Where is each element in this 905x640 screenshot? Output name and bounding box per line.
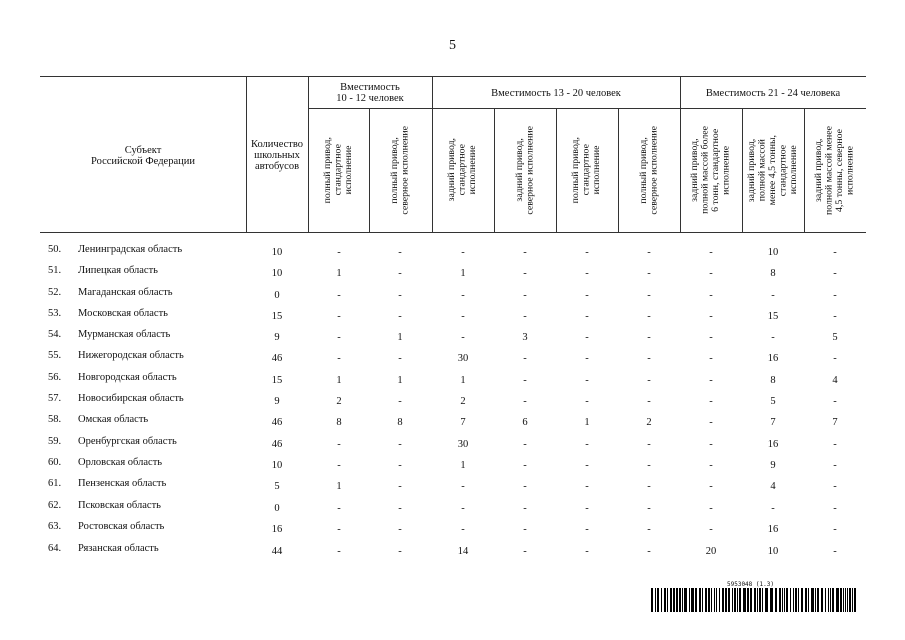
value-cell: 1 (460, 460, 466, 471)
barcode-bar (801, 588, 803, 612)
value-cell: - (398, 268, 402, 279)
region-name: Липецкая область (78, 265, 158, 276)
value-cell: - (833, 546, 837, 557)
value-cell: 1 (584, 417, 590, 428)
barcode-bar (805, 588, 807, 612)
barcode-bar (808, 588, 809, 612)
barcode-bar (762, 588, 763, 612)
value-cell: - (647, 546, 651, 557)
value-cell: - (833, 396, 837, 407)
value-cell: - (461, 247, 465, 258)
table-row (0, 287, 905, 307)
barcode-bar (719, 588, 720, 612)
header-column-label: задний привод, стандартное исполнение (446, 138, 479, 202)
region-name: Нижегородская область (78, 350, 184, 361)
value-cell: - (398, 311, 402, 322)
value-cell: - (523, 460, 527, 471)
barcode-bar (691, 588, 694, 612)
barcode-bar (743, 588, 746, 612)
barcode-bar (779, 588, 781, 612)
value-cell: - (461, 290, 465, 301)
value-cell: - (647, 503, 651, 514)
value-cell: - (337, 546, 341, 557)
header-column-4 (494, 108, 556, 232)
header-group-10-12: Вместимость 10 - 12 человек (336, 82, 404, 104)
value-cell: 10 (767, 247, 779, 258)
barcode-bar (811, 588, 814, 612)
header-column-label: полный привод, стандартное исполнение (321, 136, 354, 204)
value-cell: 2 (646, 417, 652, 428)
table-row (0, 543, 905, 563)
table-row (0, 436, 905, 456)
row-number: 52. (48, 287, 62, 298)
barcode-bar (714, 588, 715, 612)
barcode-bar (790, 588, 791, 612)
value-cell: - (337, 524, 341, 535)
bus-count-cell: 16 (271, 524, 283, 535)
header-column-label: задний привод, полной массой менее 4,5 тонны, северное исполнение (813, 125, 856, 215)
barcode-bar (765, 588, 768, 612)
value-cell: - (647, 396, 651, 407)
value-cell: - (337, 332, 341, 343)
value-cell: - (523, 439, 527, 450)
table-row (0, 500, 905, 520)
bus-count-cell: 10 (271, 268, 283, 279)
header-column-label: задний привод, полной массой менее 4,5 тонны, стандартное исполнение (745, 134, 799, 206)
barcode-bar (702, 588, 703, 612)
row-number: 61. (48, 478, 62, 489)
value-cell: 7 (770, 417, 776, 428)
barcode-bar (840, 588, 842, 612)
value-cell: - (398, 546, 402, 557)
value-cell: 5 (832, 332, 838, 343)
value-cell: - (337, 311, 341, 322)
barcode-bar (711, 588, 712, 612)
barcode-bar (854, 588, 856, 612)
barcode-bar (830, 588, 831, 612)
page-number: 5 (449, 38, 456, 53)
region-name: Ростовская область (78, 521, 165, 532)
bus-count-cell: 15 (271, 375, 283, 386)
header-column-1 (308, 108, 369, 232)
barcode-bar (737, 588, 738, 612)
barcode-bar (684, 588, 687, 612)
header-column-8 (742, 108, 804, 232)
barcode-bar (770, 588, 773, 612)
header-column-label: полный привод, северное исполнение (389, 125, 411, 215)
barcode-bar (699, 588, 701, 612)
header-column-7 (680, 108, 742, 232)
barcode-bar (843, 588, 844, 612)
row-number: 58. (48, 414, 62, 425)
value-cell: 15 (767, 311, 779, 322)
bus-count-cell: 46 (271, 439, 283, 450)
barcode-bar (667, 588, 668, 612)
barcode-bar (657, 588, 659, 612)
value-cell: - (585, 460, 589, 471)
value-cell: - (771, 332, 775, 343)
region-name: Ленинградская область (78, 244, 183, 255)
region-name: Оренбургская область (78, 436, 177, 447)
table-row (0, 308, 905, 328)
row-number: 56. (48, 372, 62, 383)
table-row (0, 521, 905, 541)
barcode-bar (847, 588, 848, 612)
value-cell: - (647, 290, 651, 301)
value-cell: - (709, 460, 713, 471)
value-cell: - (523, 524, 527, 535)
header-column-9 (804, 108, 866, 232)
value-cell: - (585, 311, 589, 322)
value-cell: - (585, 290, 589, 301)
barcode-bar (682, 588, 683, 612)
value-cell: - (585, 332, 589, 343)
value-cell: 10 (767, 546, 779, 557)
barcode-bar (676, 588, 678, 612)
bus-count-cell: 44 (271, 546, 283, 557)
value-cell: - (398, 460, 402, 471)
value-cell: - (398, 353, 402, 364)
value-cell: - (709, 247, 713, 258)
value-cell: - (647, 268, 651, 279)
value-cell: - (585, 396, 589, 407)
value-cell: - (833, 353, 837, 364)
value-cell: 9 (770, 460, 776, 471)
value-cell: - (585, 503, 589, 514)
value-cell: - (337, 353, 341, 364)
barcode-bar (651, 588, 653, 612)
value-cell: - (833, 247, 837, 258)
value-cell: 1 (336, 268, 342, 279)
barcode-bar (734, 588, 736, 612)
header-column-6 (618, 108, 680, 232)
barcode-bar (664, 588, 666, 612)
value-cell: 1 (397, 332, 403, 343)
table-row (0, 265, 905, 285)
value-cell: 16 (767, 353, 779, 364)
barcode-bar (836, 588, 839, 612)
value-cell: - (709, 332, 713, 343)
value-cell: - (398, 290, 402, 301)
value-cell: - (709, 417, 713, 428)
value-cell: - (833, 290, 837, 301)
bus-count-cell: 0 (274, 290, 280, 301)
barcode-bar (705, 588, 707, 612)
table-header-bottom-border (40, 232, 866, 233)
region-name: Московская область (78, 308, 168, 319)
value-cell: - (461, 311, 465, 322)
value-cell: - (709, 268, 713, 279)
barcode-bar (725, 588, 727, 612)
row-number: 59. (48, 436, 62, 447)
value-cell: - (709, 396, 713, 407)
value-cell: - (585, 247, 589, 258)
value-cell: - (709, 290, 713, 301)
barcode-bar (784, 588, 785, 612)
barcode-bar (716, 588, 717, 612)
value-cell: - (709, 524, 713, 535)
barcode-bar (679, 588, 681, 612)
barcode-bar (655, 588, 656, 612)
barcode-bar (739, 588, 741, 612)
barcode-bar (689, 588, 690, 612)
value-cell: - (585, 524, 589, 535)
region-name: Мурманская область (78, 329, 171, 340)
barcode-bar (825, 588, 826, 612)
value-cell: - (647, 481, 651, 492)
value-cell: - (647, 460, 651, 471)
region-name: Рязанская область (78, 543, 159, 554)
barcode-bar (661, 588, 662, 612)
value-cell: 14 (457, 546, 469, 557)
bus-count-cell: 10 (271, 460, 283, 471)
value-cell: 1 (336, 481, 342, 492)
row-number: 63. (48, 521, 62, 532)
value-cell: - (771, 503, 775, 514)
barcode-bar (817, 588, 819, 612)
value-cell: 30 (457, 353, 469, 364)
bus-count-cell: 46 (271, 353, 283, 364)
header-column-5 (556, 108, 618, 232)
barcode-bar (759, 588, 761, 612)
value-cell: - (771, 290, 775, 301)
value-cell: - (647, 311, 651, 322)
value-cell: 30 (457, 439, 469, 450)
header-subject: Субъект Российской Федерации (91, 145, 195, 167)
value-cell: 4 (770, 481, 776, 492)
value-cell: - (461, 332, 465, 343)
value-cell: - (461, 524, 465, 535)
header-column-label: полный привод, северное исполнение (637, 125, 659, 215)
value-cell: 2 (336, 396, 342, 407)
barcode-bar (722, 588, 724, 612)
barcode-bar (793, 588, 794, 612)
value-cell: - (709, 481, 713, 492)
value-cell: 2 (460, 396, 466, 407)
value-cell: - (523, 247, 527, 258)
region-name: Орловская область (78, 457, 163, 468)
value-cell: - (833, 439, 837, 450)
table-row (0, 372, 905, 392)
value-cell: - (398, 481, 402, 492)
value-cell: - (585, 353, 589, 364)
barcode-bar (849, 588, 851, 612)
value-cell: 1 (336, 375, 342, 386)
value-cell: 8 (397, 417, 403, 428)
value-cell: - (647, 524, 651, 535)
value-cell: - (833, 503, 837, 514)
value-cell: - (523, 396, 527, 407)
table-row (0, 393, 905, 413)
header-column-2 (369, 108, 432, 232)
header-bus-count: Количество школьных автобусов (250, 139, 304, 172)
barcode-bar (832, 588, 834, 612)
barcode-bar (670, 588, 672, 612)
header-column-label: полный привод, стандартное исполнение (570, 136, 603, 204)
barcode-bar (815, 588, 816, 612)
value-cell: 20 (705, 546, 717, 557)
value-cell: 7 (832, 417, 838, 428)
value-cell: 1 (397, 375, 403, 386)
region-name: Псковская область (78, 500, 161, 511)
value-cell: - (523, 268, 527, 279)
row-number: 53. (48, 308, 62, 319)
value-cell: - (523, 290, 527, 301)
value-cell: 1 (460, 268, 466, 279)
value-cell: 8 (770, 268, 776, 279)
barcode-bar (845, 588, 846, 612)
value-cell: 4 (832, 375, 838, 386)
table-row (0, 478, 905, 498)
value-cell: - (647, 332, 651, 343)
value-cell: - (647, 353, 651, 364)
region-name: Новосибирская область (78, 393, 184, 404)
value-cell: - (709, 311, 713, 322)
value-cell: - (833, 268, 837, 279)
value-cell: - (523, 546, 527, 557)
table-row (0, 244, 905, 264)
value-cell: 16 (767, 524, 779, 535)
value-cell: 6 (522, 417, 528, 428)
header-group-21-24: Вместимость 21 - 24 человека (705, 88, 841, 99)
value-cell: - (337, 503, 341, 514)
value-cell: - (647, 247, 651, 258)
bus-count-cell: 9 (274, 396, 280, 407)
barcode-bar (750, 588, 752, 612)
value-cell: - (523, 481, 527, 492)
barcode-bar (786, 588, 788, 612)
row-number: 50. (48, 244, 62, 255)
value-cell: - (337, 290, 341, 301)
row-number: 51. (48, 265, 62, 276)
value-cell: - (709, 353, 713, 364)
region-name: Новгородская область (78, 372, 177, 383)
row-number: 64. (48, 543, 62, 554)
barcode-bar (708, 588, 710, 612)
barcode-bar (673, 588, 675, 612)
row-number: 60. (48, 457, 62, 468)
value-cell: 5 (770, 396, 776, 407)
header-column-3 (432, 108, 494, 232)
barcode-bar (795, 588, 797, 612)
value-cell: - (523, 503, 527, 514)
barcode-bar (798, 588, 799, 612)
value-cell: - (585, 375, 589, 386)
value-cell: 3 (522, 332, 528, 343)
value-cell: - (461, 503, 465, 514)
value-cell: - (461, 481, 465, 492)
bus-count-cell: 9 (274, 332, 280, 343)
value-cell: - (523, 375, 527, 386)
row-number: 62. (48, 500, 62, 511)
barcode-bar (757, 588, 758, 612)
barcode-bar (852, 588, 853, 612)
region-name: Пензенская область (78, 478, 167, 489)
value-cell: 8 (770, 375, 776, 386)
value-cell: - (523, 353, 527, 364)
barcode-bar (728, 588, 730, 612)
barcode-bar (782, 588, 783, 612)
bus-count-cell: 46 (271, 417, 283, 428)
value-cell: - (337, 460, 341, 471)
value-cell: 16 (767, 439, 779, 450)
header-group-13-20: Вместимость 13 - 20 человек (491, 88, 621, 99)
value-cell: - (523, 311, 527, 322)
region-name: Магаданская область (78, 287, 173, 298)
value-cell: - (585, 546, 589, 557)
value-cell: - (709, 375, 713, 386)
value-cell: - (709, 503, 713, 514)
header-column-label: задний привод, северное исполнение (513, 125, 535, 215)
barcode-bar (695, 588, 697, 612)
value-cell: - (398, 247, 402, 258)
value-cell: 8 (336, 417, 342, 428)
bus-count-cell: 10 (271, 247, 283, 258)
table-row (0, 414, 905, 434)
value-cell: - (833, 524, 837, 535)
value-cell: - (398, 524, 402, 535)
table-row (0, 350, 905, 370)
bus-count-cell: 0 (274, 503, 280, 514)
value-cell: - (833, 481, 837, 492)
bus-count-cell: 15 (271, 311, 283, 322)
value-cell: 1 (460, 375, 466, 386)
value-cell: - (833, 460, 837, 471)
barcode-bar (821, 588, 823, 612)
value-cell: - (398, 396, 402, 407)
barcode-bar (732, 588, 733, 612)
value-cell: - (585, 268, 589, 279)
value-cell: 7 (460, 417, 466, 428)
barcode-image (651, 588, 859, 612)
barcode-label: 5953048 (1.3) (727, 581, 774, 588)
value-cell: - (585, 481, 589, 492)
barcode-bar (747, 588, 749, 612)
table-row (0, 329, 905, 349)
bus-count-cell: 5 (274, 481, 280, 492)
row-number: 54. (48, 329, 62, 340)
value-cell: - (833, 311, 837, 322)
table-top-border (40, 76, 866, 77)
barcode-bar (754, 588, 756, 612)
row-number: 55. (48, 350, 62, 361)
table-row (0, 457, 905, 477)
row-number: 57. (48, 393, 62, 404)
value-cell: - (647, 439, 651, 450)
header-column-label: задний привод, полной массой более 6 тонн, стандартное исполнение (689, 126, 732, 214)
value-cell: - (585, 439, 589, 450)
value-cell: - (337, 439, 341, 450)
value-cell: - (647, 375, 651, 386)
value-cell: - (337, 247, 341, 258)
barcode-bar (828, 588, 829, 612)
value-cell: - (398, 439, 402, 450)
value-cell: - (709, 439, 713, 450)
barcode-bar (775, 588, 777, 612)
region-name: Омская область (78, 414, 149, 425)
value-cell: - (398, 503, 402, 514)
